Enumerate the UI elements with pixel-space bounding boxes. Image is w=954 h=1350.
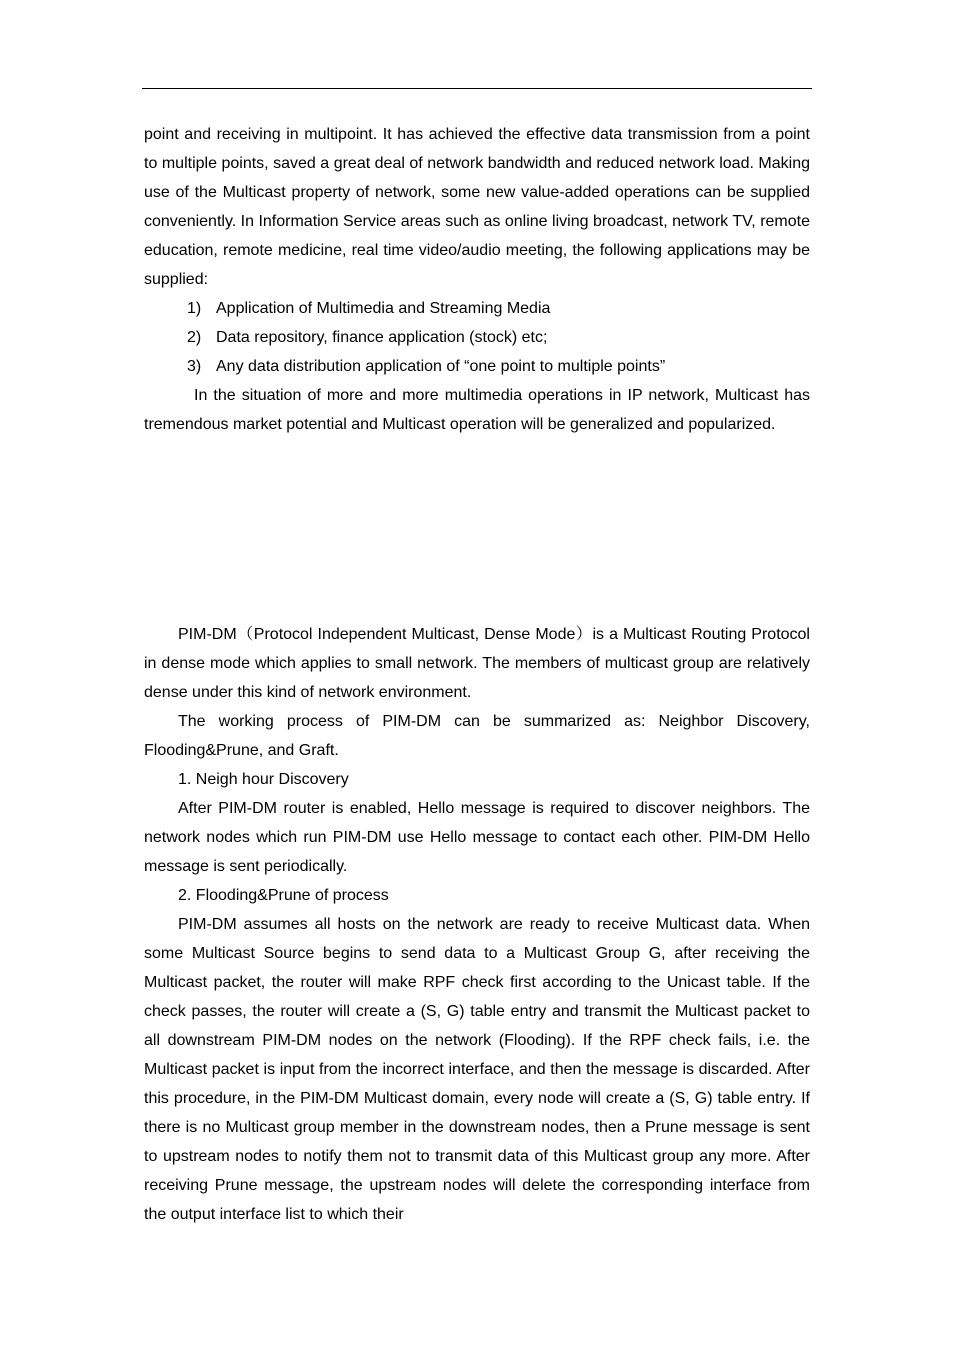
subheading-neighbor-discovery: 1. Neigh hour Discovery <box>178 771 349 788</box>
list-item-number: 2) <box>187 329 202 346</box>
closing-paragraph: In the situation of more and more multimedia operations in IP network, Multicast has tremendous market potential and Multicast operation will be generalized and popularized. <box>144 387 810 433</box>
list-item <box>144 323 810 352</box>
header-rule <box>142 88 812 89</box>
list-item-text: Application of Multimedia and Streaming Media <box>216 300 551 317</box>
hello-message-paragraph: After PIM-DM router is enabled, Hello message is required to discover neighbors. The network nodes which run PIM-DM use Hello message to contact each other. PIM-DM Hello message is sent periodically. <box>144 800 810 875</box>
list-item-text: Any data distribution application of “one point to multiple points” <box>216 358 666 375</box>
list-item-text: Data repository, finance application (stock) etc; <box>216 329 548 346</box>
section-multicast-applications <box>144 120 810 439</box>
list-item <box>144 352 810 381</box>
list-item-number: 1) <box>187 300 202 317</box>
applications-list <box>144 294 810 381</box>
section-pim-dm <box>144 620 810 1229</box>
pim-dm-definition-paragraph: PIM-DM（Protocol Independent Multicast, Dense Mode）is a Multicast Routing Protocol in dense mode which applies to small network. The members of multicast group are relatively dense under this kind of network environment. <box>144 626 810 701</box>
flooding-prune-paragraph: PIM-DM assumes all hosts on the network are ready to receive Multicast data. When some Multicast Source begins to send data to a Multicast Group G, after receiving the Multicast packet, the router will make RPF check first according to the Unicast table. If the check passes, the router will create a (S, G) table entry and transmit the Multicast packet to all downstream PIM-DM nodes on the network (Flooding). If the RPF check fails, i.e. the Multicast packet is input from the incorrect interface, and then the message is discarded. After this procedure, in the PIM-DM Multicast domain, every node will create a (S, G) table entry. If there is no Multicast group member in the downstream nodes, then a Prune message is sent to upstream nodes to notify them not to transmit data of this Multicast group any more. After receiving Prune message, the upstream nodes will delete the corresponding interface from the output interface list to which their <box>144 916 810 1223</box>
list-item <box>144 294 810 323</box>
working-process-paragraph: The working process of PIM-DM can be summarized as: Neighbor Discovery, Flooding&Prune, and Graft. <box>144 713 810 759</box>
subheading-flooding-prune: 2. Flooding&Prune of process <box>178 887 389 904</box>
list-item-number: 3) <box>187 358 202 375</box>
intro-paragraph: point and receiving in multipoint. It has achieved the effective data transmission from a point to multiple points, saved a great deal of network bandwidth and reduced network load. Making use of the Multicast property of network, some new value-added operations can be supplied conveniently. In Information Service areas such as online living broadcast, network TV, remote education, remote medicine, real time video/audio meeting, the following applications may be supplied: <box>144 126 810 288</box>
